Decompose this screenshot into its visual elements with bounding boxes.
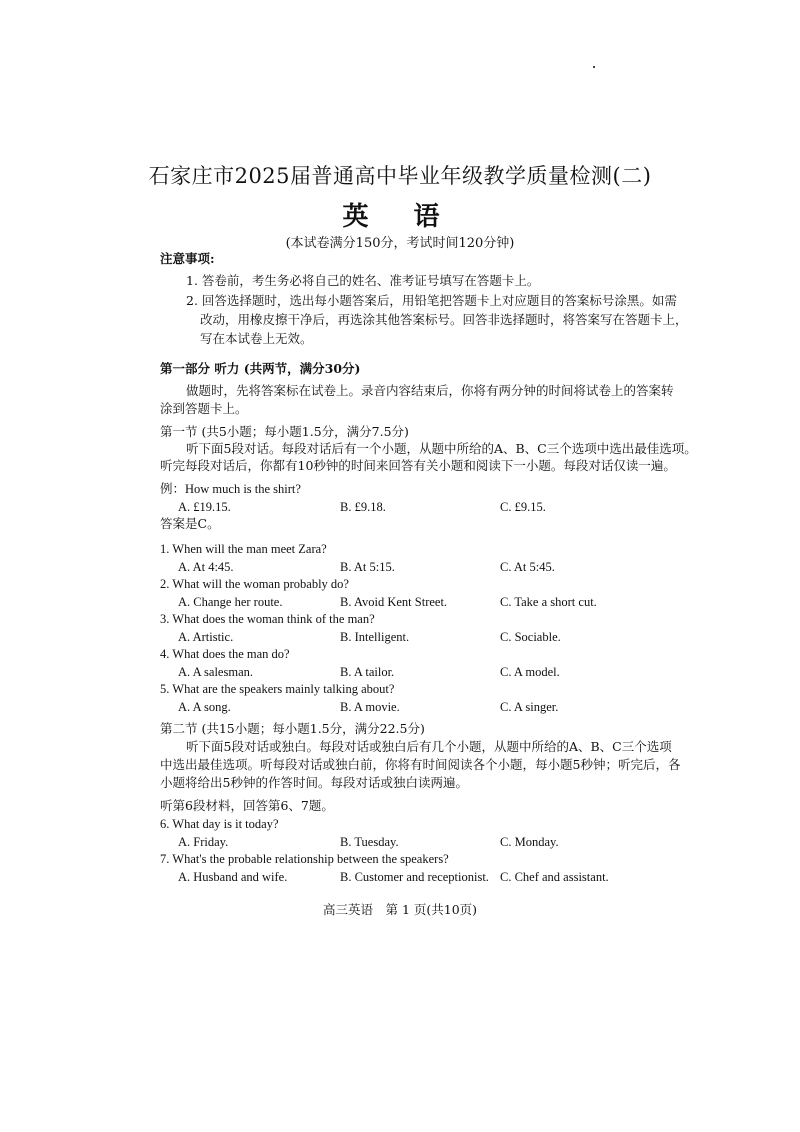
question-5-option-a: A. A song. [178,700,231,714]
notice-item-2-line-1: 2. 回答选择题时，选出每小题答案后，用铅笔把答题卡上对应题目的答案标号涂黑。如需 [186,293,677,308]
notice-item-2-line-3: 写在本试卷上无效。 [200,331,313,346]
section2-instr-line-1: 听下面5段对话或独白。每段对话或独白后有几个小题，从题中所给的A、B、C三个选项 [186,739,672,754]
example-question: 例：How much is the shirt? [160,482,301,496]
section2-instr-line-2: 中选出最佳选项。听每段对话或独白前，你将有时间阅读各个小题，每小题5秒钟；听完后，各 [160,757,681,772]
question-6-option-a: A. Friday. [178,835,229,849]
exam-subject: 英 语 [342,202,458,232]
question-3-option-c: C. Sociable. [500,630,561,644]
question-4: 4. What does the man do? [160,647,290,661]
section1-instr-line-2: 听完每段对话后，你都有10秒钟的时间来回答有关小题和阅读下一小题。每段对话仅读一遍。 [160,458,676,473]
question-3: 3. What does the woman think of the man? [160,612,375,626]
part1-intro-line-1: 做题时，先将答案标在试卷上。录音内容结束后，你将有两分钟的时间将试卷上的答案转 [186,383,674,398]
question-6: 6. What day is it today? [160,817,279,831]
question-4-option-b: B. A tailor. [340,665,395,679]
question-7: 7. What's the probable relationship between the speakers? [160,852,449,866]
example-answer: 答案是C。 [160,516,220,531]
question-2-option-c: C. Take a short cut. [500,595,597,609]
section2-instr-line-3: 小题将给出5秒钟的作答时间。每段对话或独白读两遍。 [160,775,468,790]
question-6-option-b: B. Tuesday. [340,835,399,849]
exam-title: 石家庄市2025届普通高中毕业年级教学质量检测(二) [148,164,652,188]
section1-heading: 第一节 (共5小题；每小题1.5分，满分7.5分) [160,424,409,439]
question-5-option-c: C. A singer. [500,700,559,714]
part1-intro-line-2: 涂到答题卡上。 [160,401,248,416]
question-1-option-b: B. At 5:15. [340,560,395,574]
example-option-b: B. £9.18. [340,500,386,514]
question-2: 2. What will the woman probably do? [160,577,349,591]
page-footer: 高三英语 第 1 页(共10页) [322,902,478,917]
section2-heading: 第二节 (共15小题；每小题1.5分，满分22.5分) [160,721,425,736]
example-option-a: A. £19.15. [178,500,231,514]
question-2-option-b: B. Avoid Kent Street. [340,595,448,609]
score-note: (本试卷满分150分，考试时间120分钟) [285,236,515,251]
question-1-option-a: A. At 4:45. [178,560,234,574]
section1-instr-line-1: 听下面5段对话。每段对话后有一个小题，从题中所给的A、B、C三个选项中选出最佳选项。 [186,441,697,456]
question-3-option-b: B. Intelligent. [340,630,410,644]
question-1: 1. When will the man meet Zara? [160,542,327,556]
question-2-option-a: A. Change her route. [178,595,283,609]
question-1-option-c: C. At 5:45. [500,560,555,574]
notice-item-2-line-2: 改动，用橡皮擦干净后，再选涂其他答案标号。回答非选择题时，将答案写在答题卡上， [200,312,688,327]
question-5: 5. What are the speakers mainly talking about? [160,682,395,696]
part1-heading: 第一部分 听力 (共两节，满分30分) [160,361,361,376]
question-7-option-a: A. Husband and wife. [178,870,288,884]
question-5-option-b: B. A movie. [340,700,400,714]
question-3-option-a: A. Artistic. [178,630,234,644]
question-6-option-c: C. Monday. [500,835,559,849]
scan-speck [593,66,595,68]
example-option-c: C. £9.15. [500,500,546,514]
material-note: 听第6段材料，回答第6、7题。 [160,798,334,813]
notice-item-1: 1. 答卷前，考生务必将自己的姓名、准考证号填写在答题卡上。 [186,273,540,288]
question-4-option-c: C. A model. [500,665,560,679]
question-4-option-a: A. A salesman. [178,665,253,679]
question-7-option-c: C. Chef and assistant. [500,870,609,884]
notice-heading: 注意事项: [160,251,215,266]
question-7-option-b: B. Customer and receptionist. [340,870,489,884]
